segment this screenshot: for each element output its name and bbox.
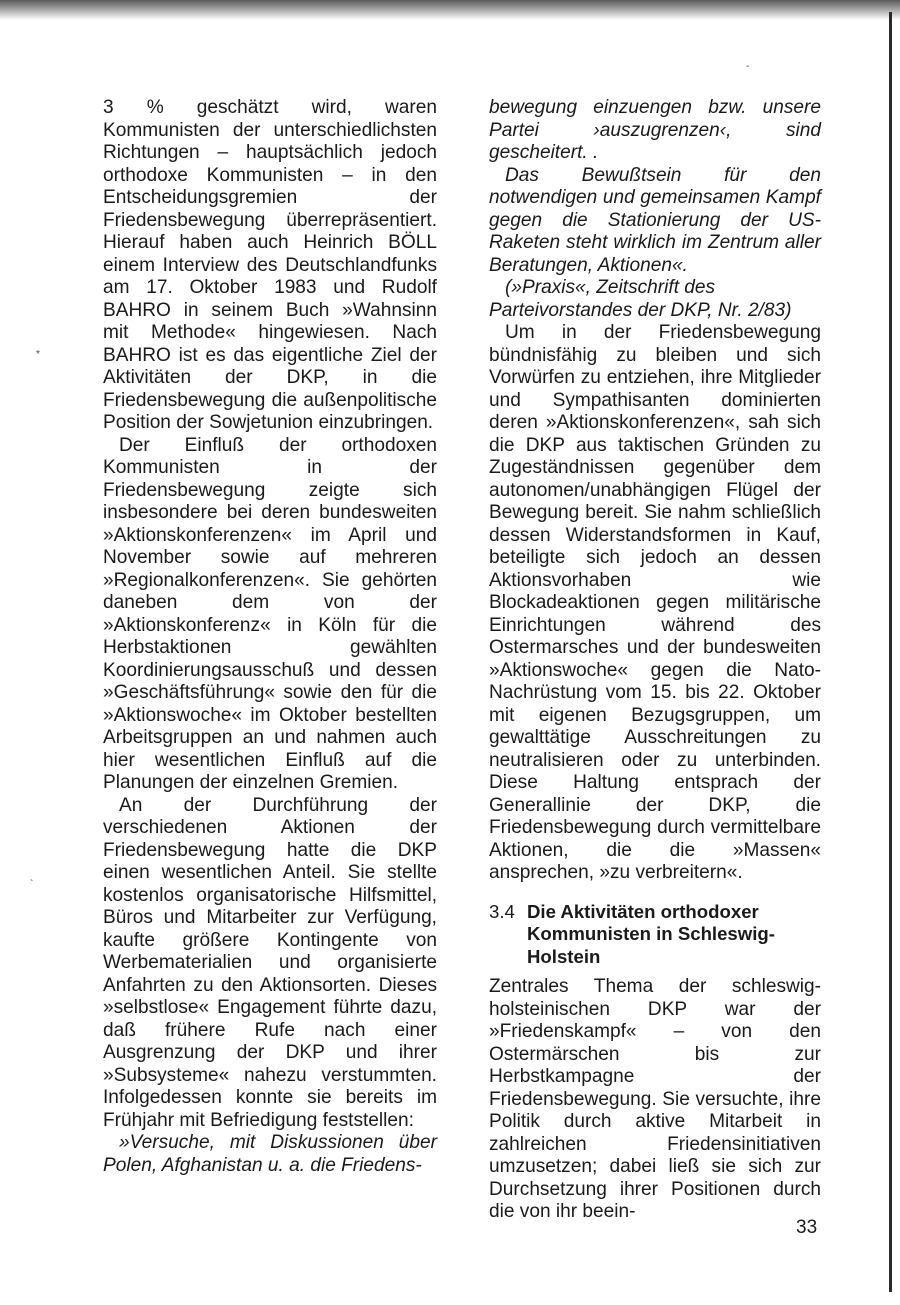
scan-speck: - [746, 61, 750, 72]
scan-speck: ` [30, 879, 34, 890]
page-number: 33 [796, 1217, 818, 1238]
paragraph: An der Durchführung der verschiedenen Aktionen der Friedensbewegung hatte die DKP einen wesentlichen Anteil. Sie stellte kostenlos organisatorische Hilfsmittel, Büros und Mitarbeiter zur Verfügung, kaufte größere Kontingente von Werbematerialien und organisierte Anfahrten zu den Aktionsorten. Dieses »selbstlose« Engagement führte dazu, daß frühere Rufe nach einer Ausgrenzung der DKP und ihrer »Subsysteme« nahezu verstummten. Infolgedessen konnte sie bereits im Frühjahr mit Befriedigung feststellen: [103, 794, 437, 1131]
quote-source: (»Praxis«, Zeitschrift des Parteivorstandes der DKP, Nr. 2/83) [489, 277, 792, 321]
right-column [489, 97, 821, 1224]
paragraph: Um in der Friedensbewegung bündnisfähig zu bleiben und sich Vorwürfen zu entziehen, ihre Mitglieder und Sympathisanten dominierten deren »Aktionskonferenzen«, sah sich die DKP aus taktischen Gründen zu Zugeständnissen gegenüber dem autonomen/unabhängigen Flügel der Bewegung bereit. Sie nahm schließlich dessen Widerstandsformen in Kauf, beteiligte sich jedoch an dessen Aktionsvorhaben wie Blockadeaktionen gegen militärische Einrichtungen während des Ostermarsches und der bundesweiten »Aktionswoche« gegen die Nato-Nachrüstung vom 15. bis 22. Oktober mit eigenen Bezugsgruppen, um gewalttätige Ausschreitungen zu neutralisieren oder zu unterbinden. Diese Haltung entsprach der Generallinie der DKP, die Friedensbewegung durch vermittelbare Aktionen, die die »Massen« ansprechen, »zu verbreitern«. [489, 322, 821, 883]
scan-top-shadow [0, 0, 900, 20]
paragraph: Der Einfluß der orthodoxen Kommunisten in der Friedensbewegung zeigte sich insbesondere bei deren bundesweiten »Aktionskonferenzen« im April und November sowie auf mehreren »Regionalkonferenzen«. Sie gehörten daneben dem von der »Aktionskonferenz« in Köln für die Herbstaktionen gewählten Koordinierungsausschuß und dessen »Geschäftsführung« sowie den für die »Aktionswoche« im Oktober bestellten Arbeitsgruppen an und nahmen auch hier wesentlichen Einfluß auf die Planungen der einzelnen Gremien. [103, 434, 437, 793]
paragraph: Zentrales Thema der schleswig-holsteinischen DKP war der »Friedenskampf« – von den Ostermärschen bis zur Herbstkampagne der Friedensbewegung. Sie versuchte, ihre Politik durch aktive Mitarbeit in zahlreichen Friedensinitiativen umzusetzen; dabei ließ sie sich zur Durchsetzung ihrer Positionen durch die von ihr beein- [489, 976, 821, 1222]
section-heading [489, 901, 821, 969]
paragraph: 3 % geschätzt wird, waren Kommunisten der unterschiedlichsten Richtungen – hauptsächlich jedoch orthodoxe Kommunisten – in den Entscheidungsgremien der Friedensbewegung überrepräsentiert. Hierauf haben auch Heinrich BÖLL einem Interview des Deutschlandfunks am 17. Oktober 1983 und Rudolf BAHRO in seinem Buch »Wahnsinn mit Methode« hingewiesen. Nach BAHRO ist es das eigentliche Ziel der Aktivitäten der DKP, in die Friedensbewegung die außenpolitische Position der Sowjetunion einzubringen. [103, 97, 437, 433]
section-number: 3.4 [489, 900, 515, 922]
quote-paragraph: »Versuche, mit Diskussionen über Polen, Afghanistan u. a. die Friedens- [103, 1132, 437, 1176]
section-title: Die Aktivitäten orthodoxer Kommunisten in Schleswig-Holstein [527, 900, 775, 967]
scan-speck: * [36, 349, 40, 360]
quote-paragraph: Das Bewußtsein für den notwendigen und gemeinsamen Kampf gegen die Stationierung der US-Raketen steht wirklich im Zentrum aller Beratungen, Aktionen«. [489, 164, 821, 276]
quote-paragraph: bewegung einzuengen bzw. unsere Partei ›auszugrenzen‹, sind gescheitert. . [489, 97, 821, 163]
left-column [103, 97, 437, 1177]
scan-right-edge [889, 12, 892, 1292]
